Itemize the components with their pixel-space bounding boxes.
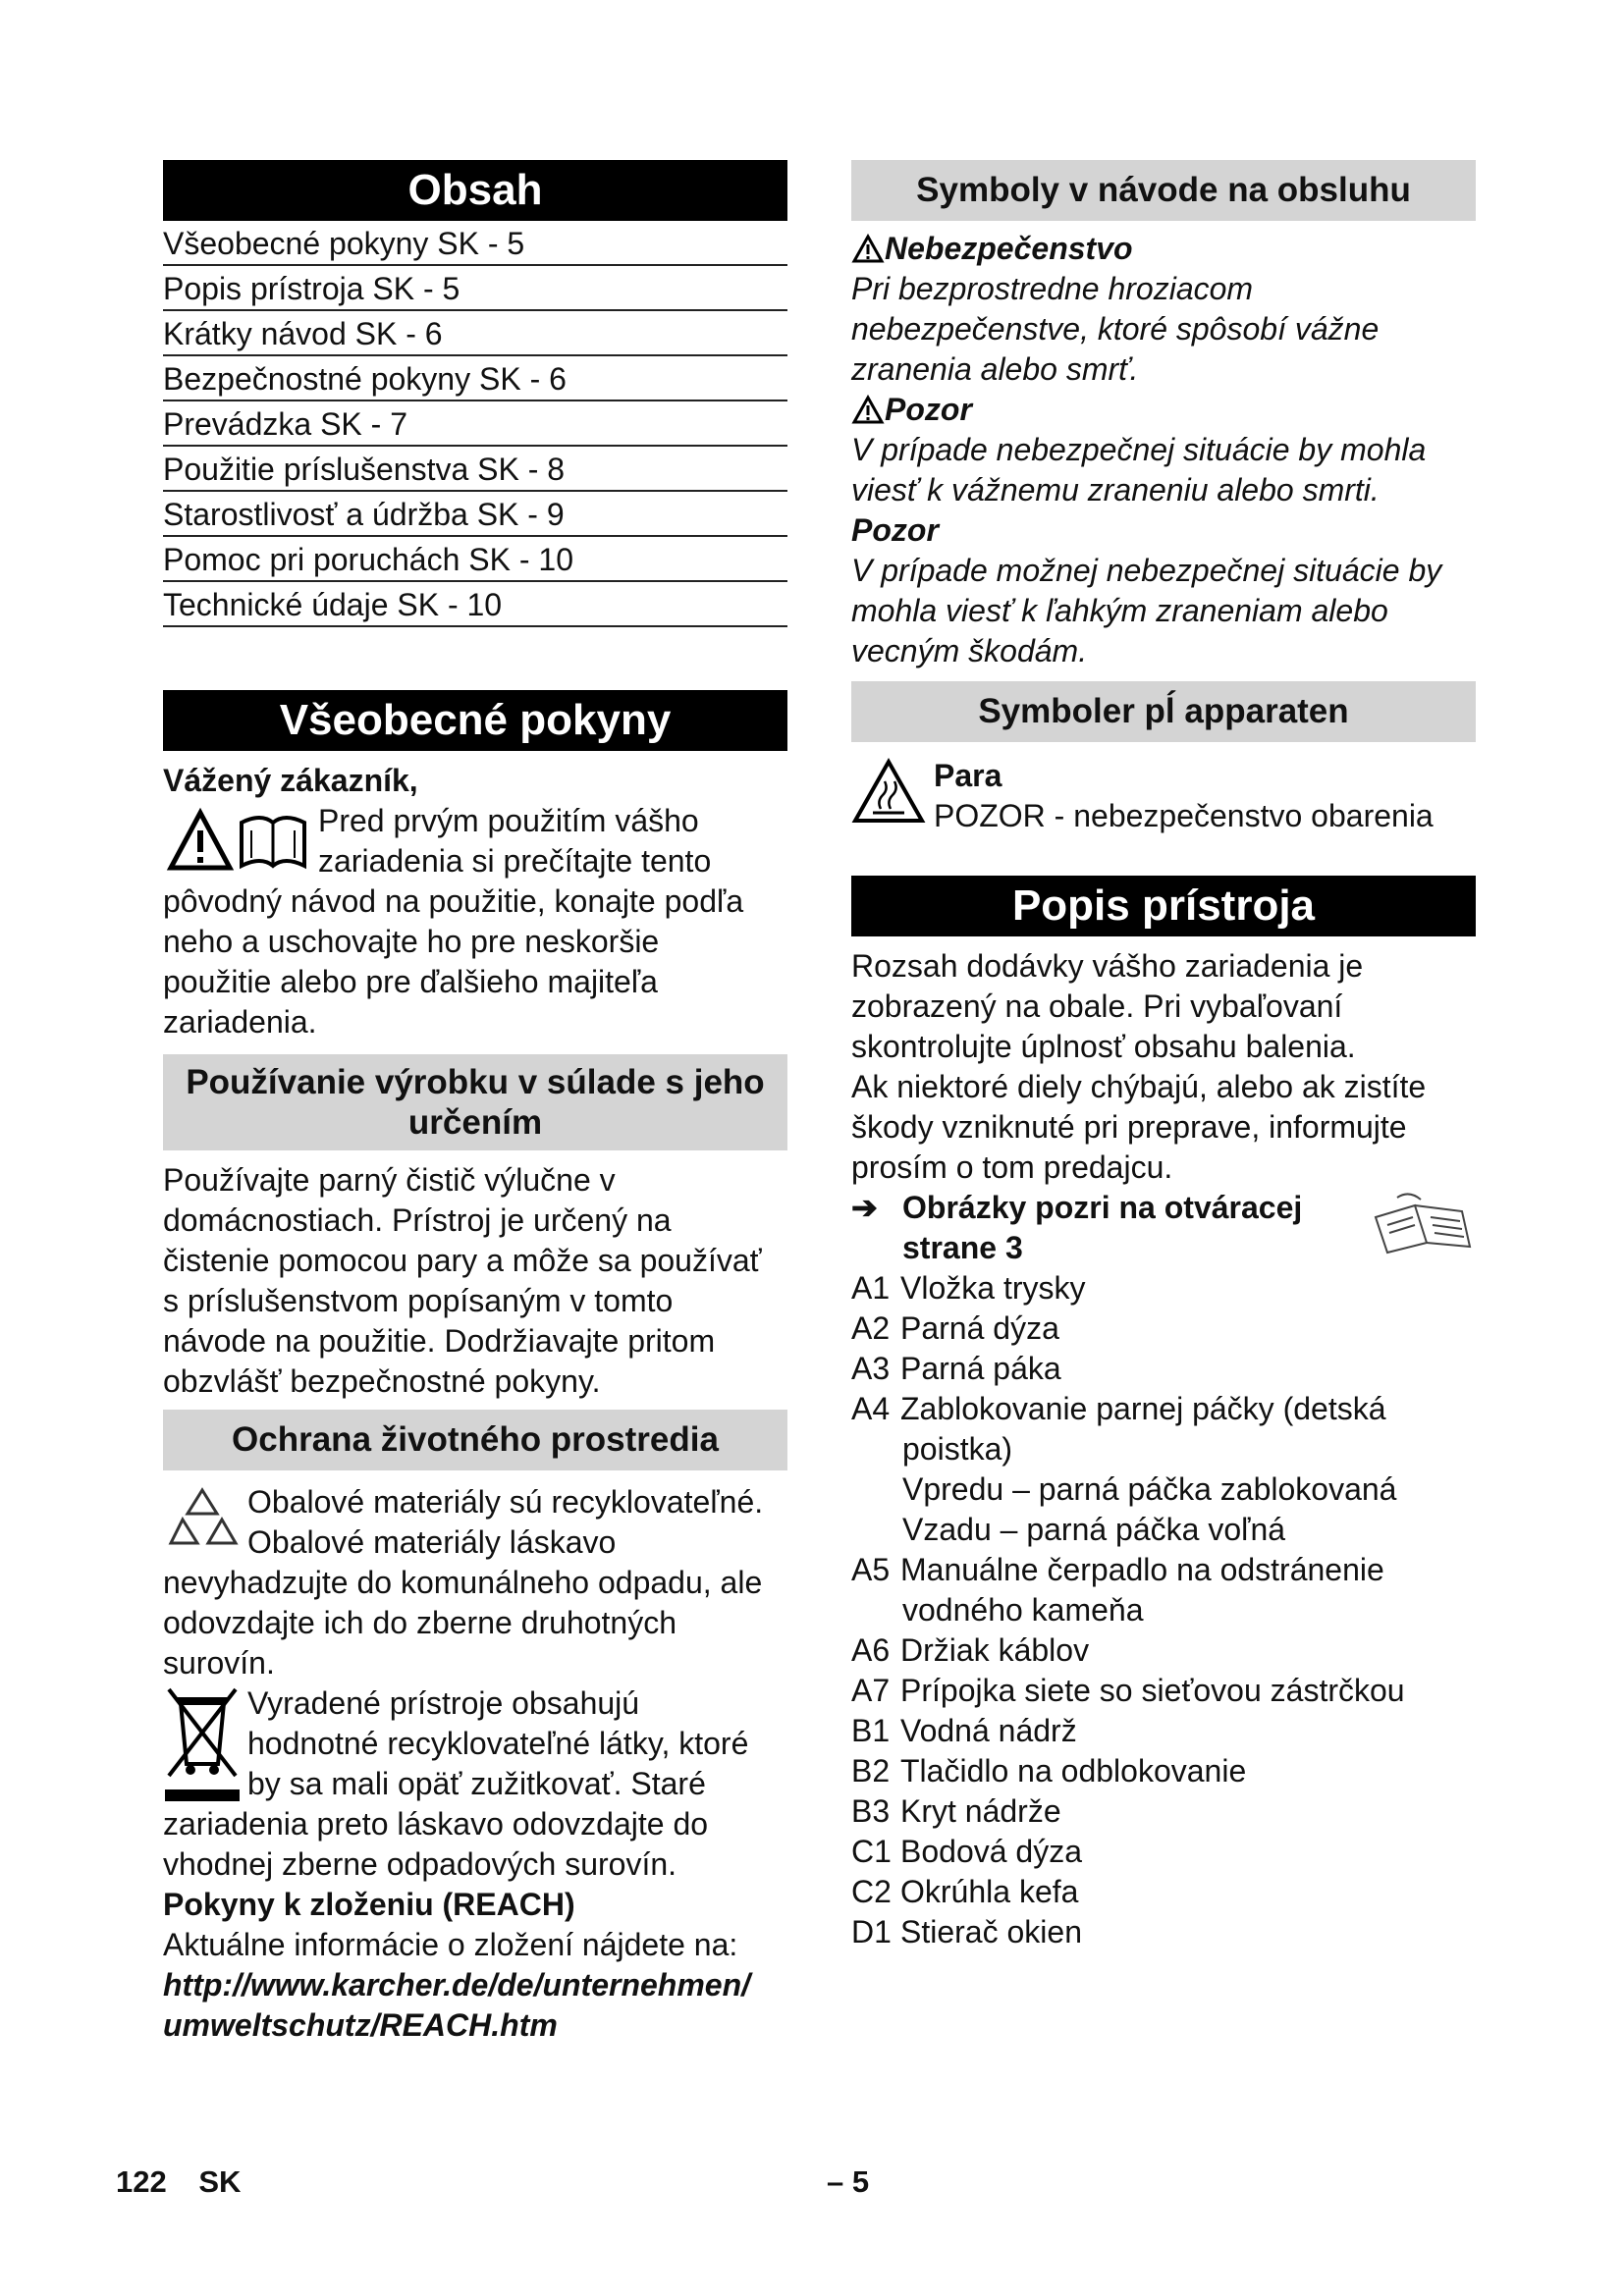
toc-item[interactable]: Krátky návod SK - 6 (163, 311, 787, 356)
danger-line: zranenia alebo smrť. (851, 351, 1139, 387)
part-code: B3 (851, 1793, 891, 1829)
environment-title: Ochrana životného prostredia (163, 1410, 787, 1470)
caution-line: V prípade možnej nebezpečnej situácie by (851, 553, 1442, 588)
part-code: A1 (851, 1270, 891, 1306)
weee-line: vhodnej zberne odpadových surovín. (163, 1846, 677, 1882)
weee-bin-icon (163, 1683, 242, 1804)
usage-line: obzvlášť bezpečnostné pokyny. (163, 1363, 601, 1399)
part-text: poistka) (902, 1431, 1013, 1467)
section-page: – 5 (827, 2164, 870, 2199)
list-item (851, 1671, 1476, 1711)
toc-item[interactable]: Pomoc pri poruchách SK - 10 (163, 537, 787, 582)
reach-title: Pokyny k zloženiu (REACH) (163, 1887, 575, 1922)
steam-text: POZOR - nebezpečenstvo obarenia (934, 798, 1434, 833)
toc-item[interactable]: Použitie príslušenstva SK - 8 (163, 447, 787, 492)
toc-item[interactable]: Všeobecné pokyny SK - 5 (163, 221, 787, 266)
caution-line: vecným škodám. (851, 633, 1088, 668)
usage-title-line: Používanie výrobku v súlade s jeho (186, 1063, 765, 1101)
intro-line: použitie alebo pre ďalšieho majiteľa (163, 964, 658, 999)
warning-line: V prípade nebezpečnej situácie by mohla (851, 432, 1427, 467)
toc-title: Obsah (163, 160, 787, 221)
toc-item[interactable]: Technické údaje SK - 10 (163, 582, 787, 627)
intro-line: Pred prvým použitím vášho (318, 803, 699, 838)
part-code: B1 (851, 1713, 891, 1748)
part-text: Prípojka siete so sieťovou zástrčkou (900, 1673, 1405, 1708)
warning-manual-icon (163, 801, 310, 874)
part-text: Držiak káblov (900, 1632, 1090, 1668)
reach-link[interactable]: http://www.karcher.de/de/unternehmen/ (163, 1967, 751, 2002)
part-text: Manuálne čerpadlo na odstránenie (900, 1552, 1384, 1587)
danger-label: Nebezpečenstvo (885, 231, 1133, 266)
part-text: Parná páka (900, 1351, 1061, 1386)
usage-line: Používajte parný čistič výlučne v (163, 1162, 616, 1198)
part-text: Parná dýza (900, 1310, 1059, 1346)
description-line: zobrazený na obale. Pri vybaľovaní (851, 988, 1343, 1024)
part-text: Stierač okien (900, 1914, 1082, 1949)
list-item (851, 1711, 1476, 1751)
toc-item[interactable]: Popis prístroja SK - 5 (163, 266, 787, 311)
recycle-line: Obalové materiály sú recyklovateľné. (247, 1484, 764, 1520)
warning-triangle-icon (851, 395, 885, 424)
warning-label: Pozor (885, 392, 972, 427)
part-text: Vložka trysky (900, 1270, 1086, 1306)
figures-reference-line: Obrázky pozri na otváracej (902, 1190, 1303, 1225)
usage-title (163, 1054, 787, 1150)
part-code: A5 (851, 1552, 891, 1587)
part-text: vodného kameňa (902, 1592, 1144, 1628)
toc-item[interactable]: Prevádzka SK - 7 (163, 401, 787, 447)
part-text: Tlačidlo na odblokovanie (900, 1753, 1247, 1789)
list-item (851, 1389, 1476, 1429)
danger-line: nebezpečenstve, ktoré spôsobí vážne (851, 311, 1380, 347)
intro-line: pôvodný návod na použitie, konajte podľa (163, 883, 744, 919)
list-item (851, 1791, 1476, 1832)
list-item (851, 1349, 1476, 1389)
weee-line: hodnotné recyklovateľné látky, ktoré (247, 1726, 749, 1761)
part-text: Vpredu – parná páčka zablokovaná (902, 1471, 1397, 1507)
parts-list (851, 1268, 1476, 1952)
usage-line: s príslušenstvom popísaným v tomto (163, 1283, 674, 1318)
recycle-line: nevyhadzujte do komunálneho odpadu, ale (163, 1565, 763, 1600)
symbols-block (851, 229, 1476, 671)
left-column (163, 160, 787, 2046)
list-item (851, 1832, 1476, 1872)
usage-line: domácnostiach. Prístroj je určený na (163, 1202, 672, 1238)
recycle-line: surovín. (163, 1645, 275, 1681)
part-text: Vzadu – parná páčka voľná (902, 1512, 1286, 1547)
greeting: Vážený zákazník, (163, 763, 418, 798)
steam-symbol-block (851, 756, 1476, 836)
intro-with-icons (163, 801, 787, 881)
description-line: Rozsah dodávky vášho zariadenia je (851, 948, 1364, 984)
description-line: prosím o tom predajcu. (851, 1149, 1173, 1185)
list-item (851, 1268, 1476, 1308)
description-text (851, 946, 1476, 1188)
part-code: C1 (851, 1834, 892, 1869)
part-code: C2 (851, 1874, 892, 1909)
weee-line: Vyradené prístroje obsahujú (247, 1685, 640, 1721)
device-symbols-title: Symboler pĺ apparaten (851, 681, 1476, 742)
list-item (851, 1872, 1476, 1912)
usage-line: čistenie pomocou pary a môže sa používať (163, 1243, 762, 1278)
intro-line: zariadenia. (163, 1004, 317, 1040)
weee-line: zariadenia preto láskavo odovzdajte do (163, 1806, 709, 1842)
danger-line: Pri bezprostredne hroziacom (851, 271, 1254, 306)
open-manual-icon (1368, 1188, 1476, 1256)
page-footer-left (116, 2164, 241, 2200)
intro-line: neho a uschovajte ho pre neskoršie (163, 924, 660, 959)
list-item (851, 1550, 1476, 1590)
list-item (851, 1912, 1476, 1952)
part-text: Zablokovanie parnej páčky (detská (900, 1391, 1386, 1426)
part-code: A4 (851, 1391, 891, 1426)
warning-triangle-icon (851, 234, 885, 263)
part-code: A3 (851, 1351, 891, 1386)
toc-list (163, 221, 787, 627)
usage-title-line: určením (407, 1103, 543, 1142)
general-title: Všeobecné pokyny (163, 690, 787, 751)
reach-link[interactable]: umweltschutz/REACH.htm (163, 2007, 558, 2043)
language-code: SK (198, 2164, 242, 2199)
part-code: A7 (851, 1673, 891, 1708)
steam-label: Para (934, 758, 1002, 793)
usage-line: návode na použitie. Dodržiavajte pritom (163, 1323, 716, 1359)
part-text: Okrúhla kefa (900, 1874, 1079, 1909)
danger-heading (851, 229, 1476, 269)
part-code: A2 (851, 1310, 891, 1346)
figures-reference (851, 1188, 1476, 1268)
list-item (851, 1630, 1476, 1671)
usage-text (163, 1160, 787, 1402)
intro-line: zariadenia si prečítajte tento (318, 843, 712, 879)
part-code: A6 (851, 1632, 891, 1668)
reach-text: Aktuálne informácie o zložení nájdete na: (163, 1927, 738, 1962)
recycle-block (163, 1482, 787, 1563)
toc-item[interactable]: Bezpečnostné pokyny SK - 6 (163, 356, 787, 401)
list-item (851, 1751, 1476, 1791)
list-item (851, 1308, 1476, 1349)
warning-line: viesť k vážnemu zraneniu alebo smrti. (851, 472, 1380, 507)
page-number: 122 (116, 2164, 167, 2199)
part-text: Kryt nádrže (900, 1793, 1061, 1829)
warning-heading (851, 390, 1476, 430)
weee-block (163, 1683, 787, 1804)
description-line: škody vzniknuté pri preprave, informujte (851, 1109, 1407, 1145)
part-text: Bodová dýza (900, 1834, 1083, 1869)
arrow-right-icon: ➔ (851, 1190, 878, 1225)
weee-line: by sa mali opäť zužitkovať. Staré (247, 1766, 706, 1801)
symbols-title: Symboly v návode na obsluhu (851, 160, 1476, 221)
description-line: Ak niektoré diely chýbajú, alebo ak zistíte (851, 1069, 1427, 1104)
caution-line: mohla viesť k ľahkým zraneniam alebo (851, 593, 1388, 628)
caution-label: Pozor (851, 512, 939, 548)
recycle-icon (163, 1482, 242, 1561)
description-line: skontrolujte úplnosť obsahu balenia. (851, 1029, 1356, 1064)
recycle-line: Obalové materiály láskavo (247, 1524, 617, 1560)
part-code: D1 (851, 1914, 892, 1949)
figures-reference-line: strane 3 (902, 1230, 1023, 1265)
toc-item[interactable]: Starostlivosť a údržba SK - 9 (163, 492, 787, 537)
steam-hazard-icon (851, 756, 926, 825)
part-code: B2 (851, 1753, 891, 1789)
recycle-line: odovzdajte ich do zberne druhotných (163, 1605, 677, 1640)
description-title: Popis prístroja (851, 876, 1476, 936)
right-column (851, 160, 1476, 1952)
part-text: Vodná nádrž (900, 1713, 1077, 1748)
